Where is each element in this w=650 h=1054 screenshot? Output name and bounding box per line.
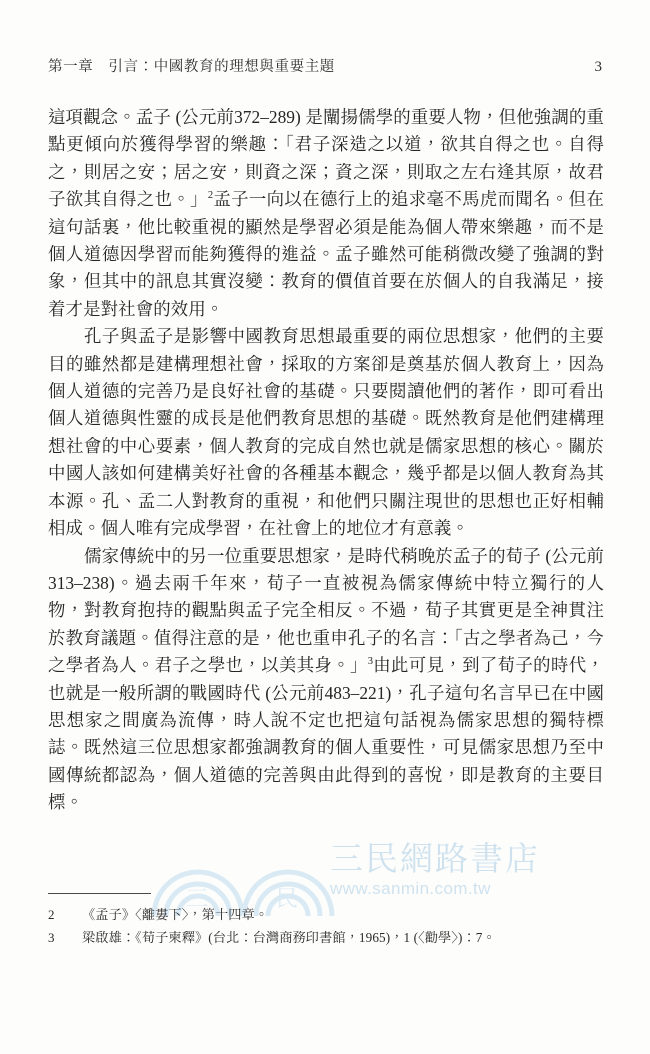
running-head — [48, 55, 602, 81]
footnote-reference[interactable]: 2 — [207, 190, 214, 202]
footnote — [48, 903, 604, 926]
footnote-area — [48, 893, 604, 949]
text-run: )。過去兩千年來，荀子一直被視為儒家傳統中特立獨行的人物，對教育抱持的觀點與孟子完全相反。不過，荀子其實更是全神貫注於教育議題。值得注意的是，他也重申孔子的名言：「古之學者為己，今之學者為人。君子之學也，以美其身。」 — [48, 572, 604, 676]
inline-numeral: 372–289 — [234, 107, 295, 127]
footnote-reference[interactable]: 3 — [367, 656, 374, 668]
text-run: 這項觀念。孟子 (公元前 — [48, 107, 235, 127]
footnote-separator — [48, 893, 151, 894]
body-text — [48, 104, 604, 817]
text-run: 由此可見，到了荀子的時代，也就是一般所謂的戰國時代 (公元前 — [48, 655, 605, 703]
paragraph — [48, 543, 604, 817]
inline-numeral: 313–238 — [48, 572, 109, 593]
paragraph — [48, 323, 604, 542]
running-head-title: 第一章 引言：中國教育的理想與重要主題 — [48, 59, 335, 75]
paragraph — [48, 104, 604, 323]
watermark-text — [330, 840, 580, 900]
inline-numeral: 483–221 — [324, 682, 386, 703]
text-run: 儒家傳統中的另一位重要思想家，是時代稍晚於孟子的荀子 (公元前 — [84, 545, 604, 566]
footnote-number: 2 — [48, 907, 55, 922]
text-run: ) 是闡揚儒學的重要人物，但他強調的重點更傾向於獲得學習的樂趣：「君子深造之以道，欲其自得之也。自得之，則居之安；居之安，則資之深；資之深，則取之左右逢其原，故君子欲其自得之也。」 — [48, 107, 604, 210]
text-run: 孟子一向以在德行上的追求毫不馬虎而聞名。但在這句話裏，他比較重視的顯然是學習必須是能為個人帶來樂趣，而不是個人道德因學習而能夠獲得的進益。孟子雖然可能稍微改變了強調的對象，但其中的訊息其實沒變：教育的價值首要在於個人的自我滿足，接着才是對社會的效用。 — [48, 189, 604, 319]
text-run: 孔子與孟子是影響中國教育思想最重要的兩位思想家，他們的主要目的雖然都是建構理想社會，採取的方案卻是奠基於個人教育上，因為個人道德的完善乃是良好社會的基礎。只要閱讀他們的著作，即可看出個人道德與性靈的成長是他們教育思想的基礎。既然教育是他們建構理想社會的中心要素，個人教育的完成自然也就是儒家思想的核心。關於中國人該如何建構美好社會的各種基本觀念，幾乎都是以個人教育為其本源。孔、孟二人對教育的重視，和他們只關注現世的思想也正好相輔相成。個人唯有完成學習，在社會上的地位才有意義。 — [48, 326, 604, 539]
text-run: )，孔子這句名言早已在中國思想家之間廣為流傳，時人說不定也把這句話視為儒家思想的獨特標誌。既然這三位思想家都強調教育的個人重要性，可見儒家思想乃至中國傳統都認為，個人道德的完善與由此得到的喜悅，即是教育的主要目標。 — [48, 682, 604, 813]
footnote-text: 梁啟雄：《荀子柬釋》(台北：台灣商務印書館，1965)，1 (〈勸學〉)：7。 — [82, 930, 496, 945]
watermark-url: www.sanmin.com.tw — [330, 879, 491, 898]
watermark-glyph-right: 民 — [276, 886, 299, 911]
page-number: 3 — [594, 59, 602, 75]
footnote-text: 《孟子》〈離婁下〉，第十四章。 — [82, 907, 269, 922]
footnote — [48, 926, 604, 949]
watermark-store-name: 三民網路書店 — [330, 840, 540, 877]
footnote-number: 3 — [48, 930, 55, 945]
watermark-glyph-left: 三 — [186, 886, 209, 911]
